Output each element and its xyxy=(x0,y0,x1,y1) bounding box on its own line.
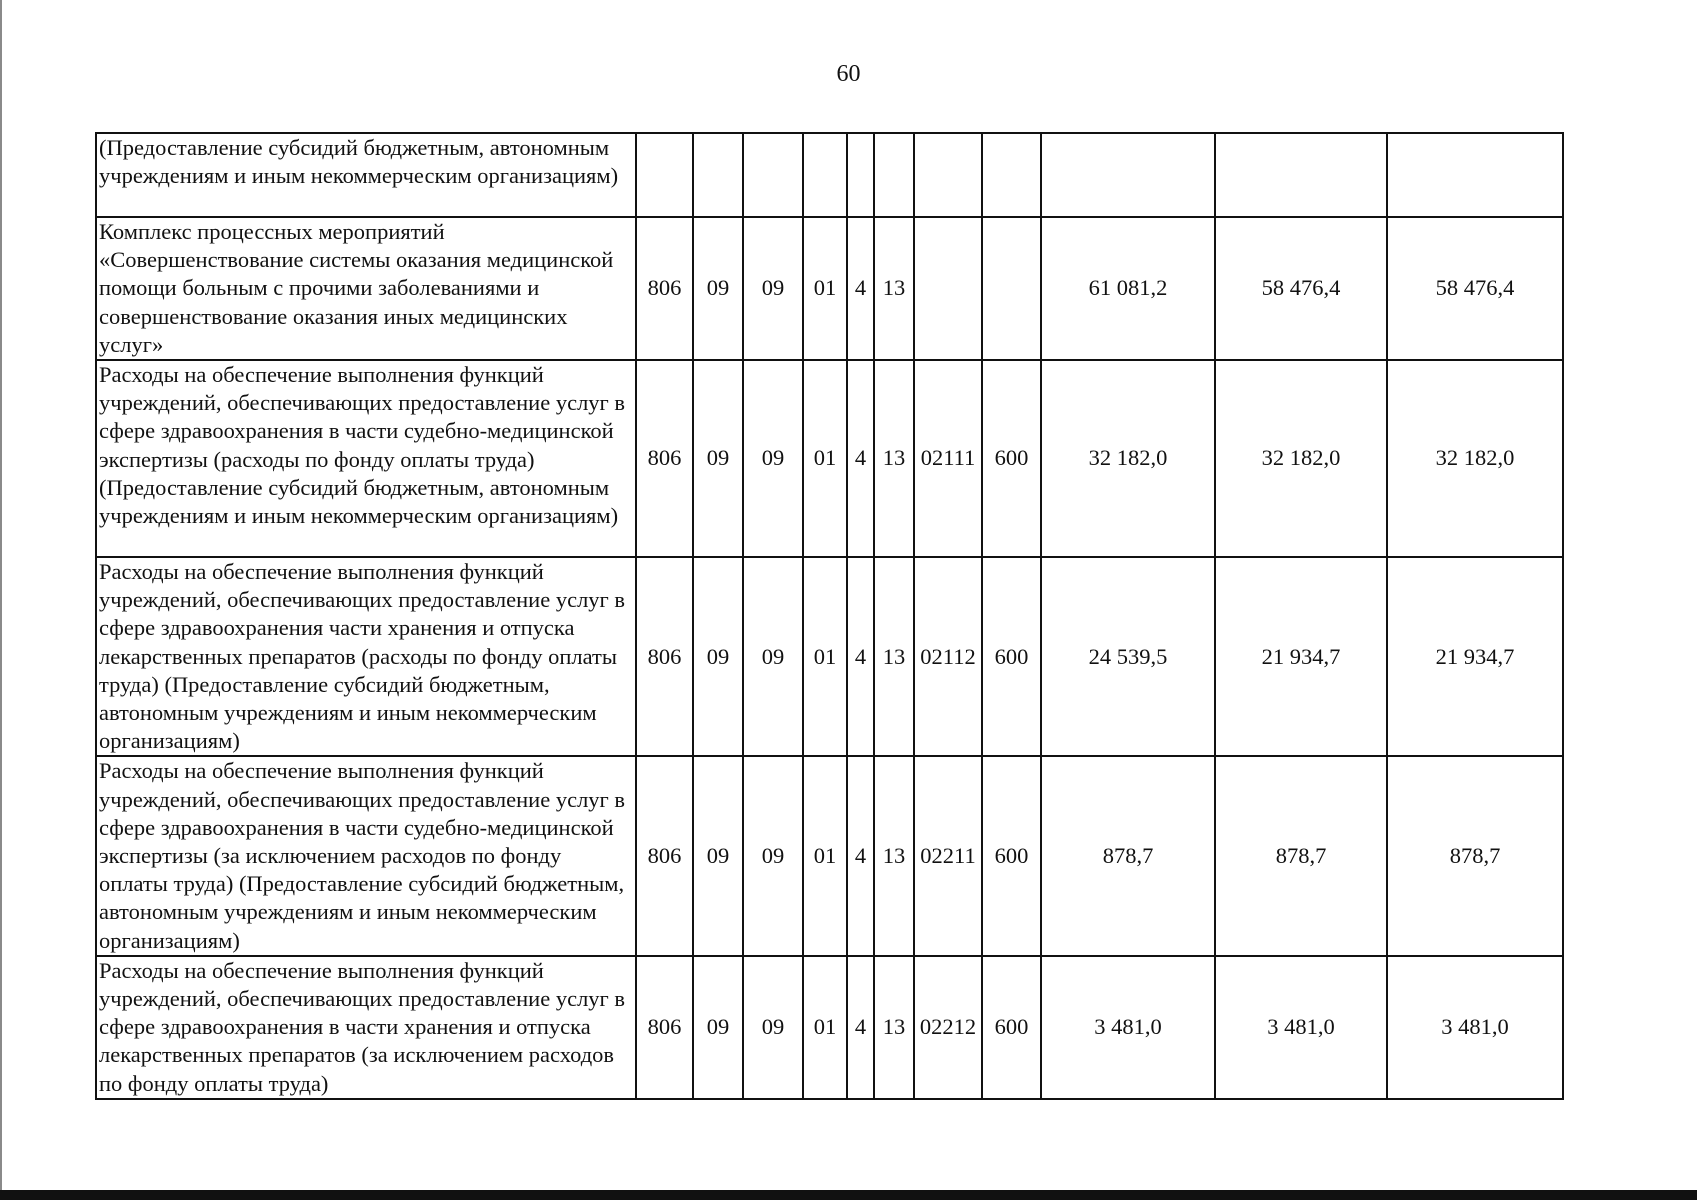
code-direction: 02211 xyxy=(914,756,982,955)
amount-year-3: 21 934,7 xyxy=(1387,557,1563,756)
amount-year-2: 21 934,7 xyxy=(1215,557,1387,756)
code-ministry: 806 xyxy=(636,956,693,1099)
code-subsection: 09 xyxy=(743,360,803,557)
code-program: 01 xyxy=(803,956,847,1099)
scan-edge-bottom xyxy=(0,1190,1697,1200)
code-structural-element: 13 xyxy=(874,956,914,1099)
code-direction: 02111 xyxy=(914,360,982,557)
table-row xyxy=(96,956,1563,1099)
code-expense-type: 600 xyxy=(982,360,1041,557)
amount-year-3: 58 476,4 xyxy=(1387,217,1563,360)
scan-edge-left xyxy=(0,0,2,1190)
code-expense-type: 600 xyxy=(982,756,1041,955)
row-description: Комплекс процессных мероприятий «Совершенствование системы оказания медицинской помощи больным с прочими заболеваниями и совершенствование оказания иных медицинских услуг» xyxy=(96,217,636,360)
code-ministry: 806 xyxy=(636,360,693,557)
amount-year-2 xyxy=(1215,133,1387,217)
code-ministry xyxy=(636,133,693,217)
code-direction: 02212 xyxy=(914,956,982,1099)
code-expense-type xyxy=(982,217,1041,360)
amount-year-1: 24 539,5 xyxy=(1041,557,1215,756)
amount-year-1 xyxy=(1041,133,1215,217)
code-program-type: 4 xyxy=(847,217,874,360)
code-subsection: 09 xyxy=(743,756,803,955)
code-ministry: 806 xyxy=(636,557,693,756)
code-subsection: 09 xyxy=(743,956,803,1099)
code-ministry: 806 xyxy=(636,217,693,360)
code-structural-element xyxy=(874,133,914,217)
code-structural-element: 13 xyxy=(874,217,914,360)
code-program: 01 xyxy=(803,217,847,360)
code-section xyxy=(693,133,743,217)
amount-year-2: 3 481,0 xyxy=(1215,956,1387,1099)
code-ministry: 806 xyxy=(636,756,693,955)
code-expense-type xyxy=(982,133,1041,217)
row-description: Расходы на обеспечение выполнения функций учреждений, обеспечивающих предоставление услуг в сфере здравоохранения части хранения и отпуска лекарственных препаратов (расходы по фонду оплаты труда) (Предоставление субсидий бюджетным, автономным учреждениям и иным некоммерческим организациям) xyxy=(96,557,636,756)
code-structural-element: 13 xyxy=(874,360,914,557)
code-subsection: 09 xyxy=(743,557,803,756)
amount-year-2: 878,7 xyxy=(1215,756,1387,955)
table-row xyxy=(96,217,1563,360)
budget-table xyxy=(95,132,1564,1100)
code-direction xyxy=(914,217,982,360)
code-program-type: 4 xyxy=(847,756,874,955)
code-program: 01 xyxy=(803,756,847,955)
amount-year-1: 61 081,2 xyxy=(1041,217,1215,360)
code-section: 09 xyxy=(693,956,743,1099)
amount-year-3: 878,7 xyxy=(1387,756,1563,955)
code-program-type: 4 xyxy=(847,956,874,1099)
code-section: 09 xyxy=(693,756,743,955)
table-row xyxy=(96,133,1563,217)
table-row xyxy=(96,756,1563,955)
code-program: 01 xyxy=(803,360,847,557)
code-expense-type: 600 xyxy=(982,956,1041,1099)
code-subsection xyxy=(743,133,803,217)
amount-year-3: 3 481,0 xyxy=(1387,956,1563,1099)
amount-year-2: 58 476,4 xyxy=(1215,217,1387,360)
code-program: 01 xyxy=(803,557,847,756)
code-section: 09 xyxy=(693,360,743,557)
code-program-type: 4 xyxy=(847,557,874,756)
code-program-type xyxy=(847,133,874,217)
code-program-type: 4 xyxy=(847,360,874,557)
code-section: 09 xyxy=(693,217,743,360)
amount-year-1: 878,7 xyxy=(1041,756,1215,955)
table-row xyxy=(96,360,1563,557)
code-program xyxy=(803,133,847,217)
code-direction xyxy=(914,133,982,217)
table-row xyxy=(96,557,1563,756)
page-number: 60 xyxy=(836,61,861,87)
row-description: Расходы на обеспечение выполнения функций учреждений, обеспечивающих предоставление услуг в сфере здравоохранения в части судебно-медицинской экспертизы (расходы по фонду оплаты труда) (Предоставление субсидий бюджетным, автономным учреждениям и иным некоммерческим организациям) xyxy=(96,360,636,557)
amount-year-3: 32 182,0 xyxy=(1387,360,1563,557)
code-structural-element: 13 xyxy=(874,557,914,756)
row-description: (Предоставление субсидий бюджетным, автономным учреждениям и иным некоммерческим организациям) xyxy=(96,133,636,217)
code-subsection: 09 xyxy=(743,217,803,360)
code-direction: 02112 xyxy=(914,557,982,756)
amount-year-2: 32 182,0 xyxy=(1215,360,1387,557)
row-description: Расходы на обеспечение выполнения функций учреждений, обеспечивающих предоставление услуг в сфере здравоохранения в части судебно-медицинской экспертизы (за исключением расходов по фонду оплаты труда) (Предоставление субсидий бюджетным, автономным учреждениям и иным некоммерческим организациям) xyxy=(96,756,636,955)
code-expense-type: 600 xyxy=(982,557,1041,756)
code-section: 09 xyxy=(693,557,743,756)
code-structural-element: 13 xyxy=(874,756,914,955)
amount-year-1: 32 182,0 xyxy=(1041,360,1215,557)
amount-year-1: 3 481,0 xyxy=(1041,956,1215,1099)
row-description: Расходы на обеспечение выполнения функций учреждений, обеспечивающих предоставление услуг в сфере здравоохранения в части хранения и отпуска лекарственных препаратов (за исключением расходов по фонду оплаты труда) xyxy=(96,956,636,1099)
amount-year-3 xyxy=(1387,133,1563,217)
